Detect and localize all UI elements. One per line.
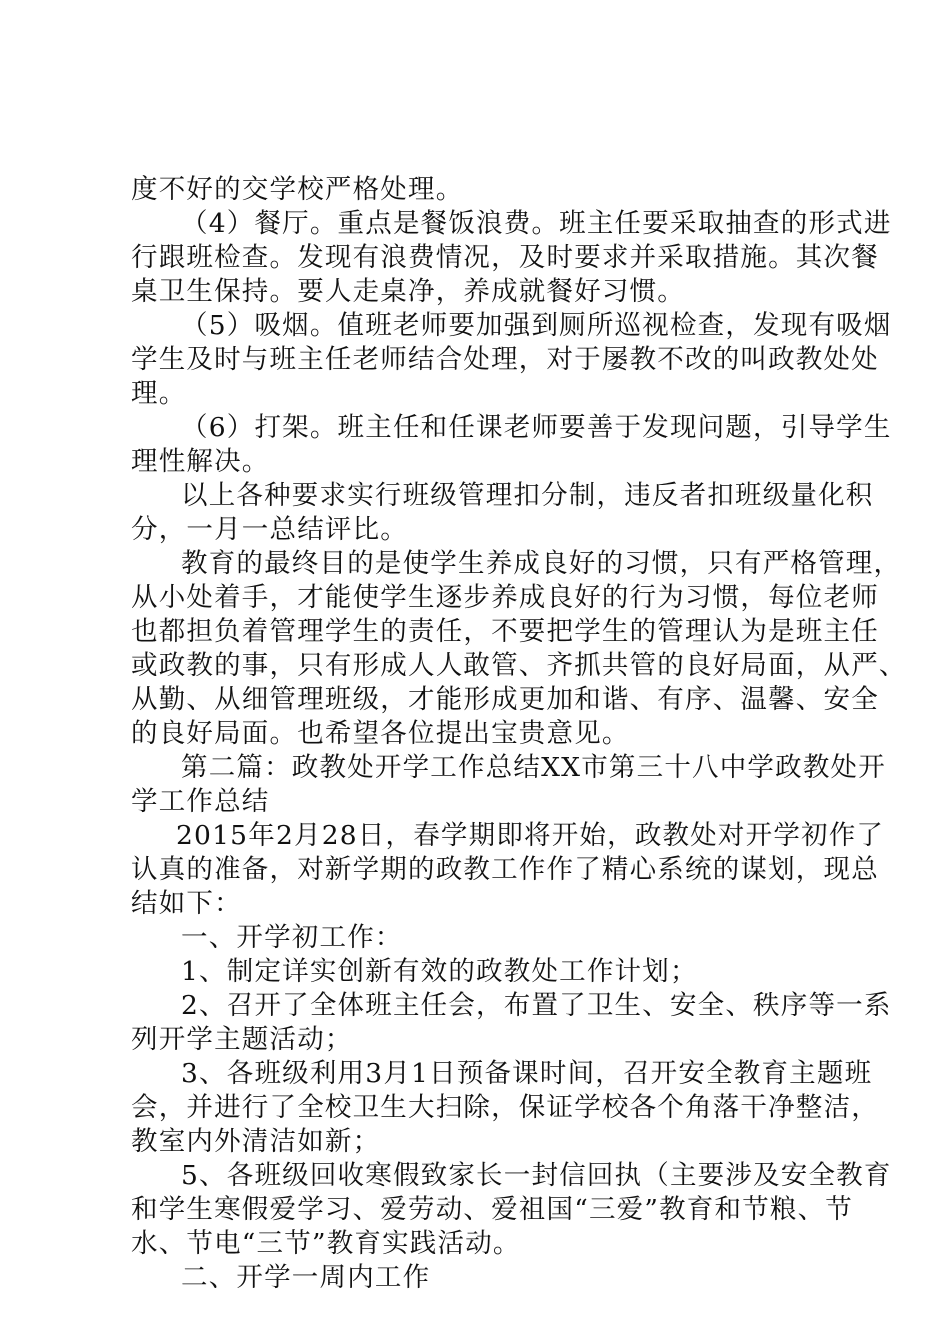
text-line: 从勤、从细管理班级，才能形成更加和谐、有序、温馨、安全 bbox=[131, 684, 879, 715]
text-line: 2015年2月28日，春学期即将开始，政教处对开学初作了 bbox=[176, 820, 885, 851]
text-line: 1、制定详实创新有效的政教处工作计划； bbox=[181, 956, 698, 987]
text-line: 教育的最终目的是使学生养成良好的习惯，只有严格管理， bbox=[181, 548, 902, 579]
text-line: （4）餐厅。重点是餐饭浪费。班主任要采取抽查的形式进 bbox=[181, 208, 892, 239]
text-line: 2、召开了全体班主任会，布置了卫生、安全、秩序等一系 bbox=[181, 990, 892, 1021]
text-line: 水、节电“三节”教育实践活动。 bbox=[131, 1228, 521, 1259]
text-line: 学工作总结 bbox=[131, 786, 270, 817]
text-line: 结如下： bbox=[131, 888, 242, 919]
text-line: 分，一月一总结评比。 bbox=[131, 514, 408, 545]
text-line: （6）打架。班主任和任课老师要善于发现问题，引导学生 bbox=[181, 412, 892, 443]
text-line: 的良好局面。也希望各位提出宝贵意见。 bbox=[131, 718, 630, 749]
text-line: 桌卫生保持。要人走桌净，养成就餐好习惯。 bbox=[131, 276, 685, 307]
text-line: 认真的准备，对新学期的政教工作作了精心系统的谋划，现总 bbox=[131, 854, 879, 885]
text-line: 行跟班检查。发现有浪费情况，及时要求并采取措施。其次餐 bbox=[131, 242, 879, 273]
text-line: 5、各班级回收寒假致家长一封信回执（主要涉及安全教育 bbox=[181, 1160, 892, 1191]
text-line: 3、各班级利用3月1日预备课时间，召开安全教育主题班 bbox=[181, 1058, 873, 1089]
text-line: 第二篇：政教处开学工作总结XX市第三十八中学政教处开 bbox=[181, 752, 886, 783]
text-line: 理性解决。 bbox=[131, 446, 270, 477]
text-line: （5）吸烟。值班老师要加强到厕所巡视检查，发现有吸烟 bbox=[181, 310, 892, 341]
text-line: 也都担负着管理学生的责任，不要把学生的管理认为是班主任 bbox=[131, 616, 879, 647]
text-line: 教室内外清洁如新； bbox=[131, 1126, 381, 1157]
text-line: 会，并进行了全校卫生大扫除，保证学校各个角落干净整洁， bbox=[131, 1092, 879, 1123]
text-line: 从小处着手，才能使学生逐步养成良好的行为习惯，每位老师 bbox=[131, 582, 879, 613]
text-line: 度不好的交学校严格处理。 bbox=[131, 174, 464, 205]
text-line: 二、开学一周内工作 bbox=[181, 1262, 431, 1293]
text-line: 和学生寒假爱学习、爱劳动、爱祖国“三爱”教育和节粮、节 bbox=[131, 1194, 853, 1225]
text-line: 列开学主题活动； bbox=[131, 1024, 353, 1055]
text-line: 学生及时与班主任老师结合处理，对于屡教不改的叫政教处处 bbox=[131, 344, 879, 375]
text-line: 以上各种要求实行班级管理扣分制，违反者扣班级量化积 bbox=[181, 480, 874, 511]
text-line: 或政教的事，只有形成人人敢管、齐抓共管的良好局面，从严、 bbox=[131, 650, 907, 681]
text-line: 一、开学初工作： bbox=[181, 922, 403, 953]
text-line: 理。 bbox=[131, 378, 187, 409]
